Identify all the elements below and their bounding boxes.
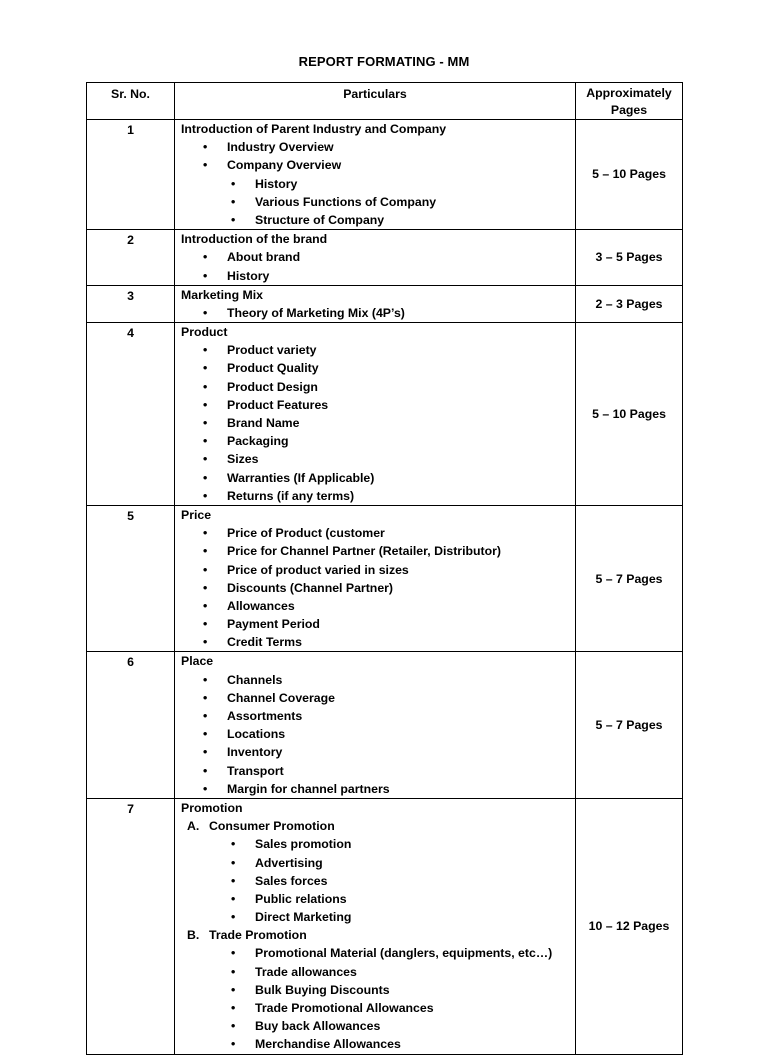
table-row [87,505,683,652]
bullet-label: Price for Channel Partner (Retailer, Distributor) [227,544,502,559]
bullet-label: Merchandise Allowances [255,1037,401,1052]
bullet-item [181,743,575,761]
report-format-table [86,82,683,1055]
bullet-item [181,450,575,468]
bullet-item [181,579,575,597]
bullet-label: Price of product varied in sizes [227,562,409,577]
table-row [87,285,683,322]
bullet-label: Credit Terms [227,635,302,650]
subsection-heading [181,817,575,835]
header-approximately-pages [576,83,683,120]
bullet-label: Trade Promotional Allowances [255,1001,434,1015]
section-heading: Price [181,507,212,522]
particulars-cell [175,652,576,799]
sub-bullet-item [181,981,575,999]
bullet-item [181,524,575,542]
approx-pages-cell: 5 – 7 Pages [576,505,683,652]
sr-no-cell: 4 [87,323,175,506]
bullet-item [181,156,575,174]
bullet-label: Payment Period [227,617,320,632]
bullet-item [181,304,575,322]
bullet-item [181,671,575,689]
bullet-label: Channels [227,672,283,687]
bullet-label: Buy back Allowances [255,1019,381,1034]
table-row [87,120,683,230]
bullet-label: Advertising [255,855,323,870]
bullet-label: Bulk Buying Discounts [255,982,390,997]
bullet-label: Price of Product (customer [227,526,385,541]
table-row [87,230,683,286]
section-heading: Introduction of Parent Industry and Company [181,122,447,136]
particulars-cell [175,323,576,506]
bullet-item [181,341,575,359]
header-sr-no: Sr. No. [87,83,175,120]
section-heading: Marketing Mix [181,287,263,302]
sub-bullet-item [181,944,575,962]
particulars-cell [175,120,576,230]
bullet-item [181,138,575,156]
table-header-row [87,83,683,120]
sub-bullet-item [181,908,575,926]
sr-no-cell: 5 [87,505,175,652]
bullet-label: History [227,268,270,283]
sub-bullet-item [181,193,575,211]
bullet-label: Returns (if any terms) [227,488,355,503]
table-body [87,120,683,1055]
particulars-cell [175,505,576,652]
table-row [87,798,683,1054]
sub-bullet-item [181,211,575,229]
sub-bullet-item [181,872,575,890]
bullet-item [181,707,575,725]
bullet-label: Transport [227,763,284,778]
subsection-letter: A. [187,819,200,834]
document-title: REPORT FORMATING - MM [298,54,470,69]
sub-bullet-item [181,854,575,872]
particulars-cell [175,798,576,1054]
bullet-item [181,615,575,633]
bullet-label: Sizes [227,452,259,467]
header-pages-line2: Pages [610,103,648,117]
approx-pages-cell: 3 – 5 Pages [576,230,683,286]
sub-bullet-item [181,1035,575,1053]
bullet-item [181,487,575,505]
bullet-item [181,267,575,285]
sub-bullet-item [181,1017,575,1035]
subsection-label: Consumer Promotion [209,819,335,834]
sub-bullet-item [181,835,575,853]
bullet-label: Various Functions of Company [255,194,437,209]
approx-pages-cell: 10 – 12 Pages [576,798,683,1054]
bullet-label: Company Overview [227,158,342,173]
bullet-label: Locations [227,727,286,742]
approx-pages-cell: 2 – 3 Pages [576,285,683,322]
sub-bullet-item [181,963,575,981]
bullet-item [181,762,575,780]
bullet-label: Product Quality [227,361,319,376]
bullet-label: Product Features [227,397,329,412]
sr-no-cell: 6 [87,652,175,799]
bullet-label: Assortments [227,709,303,723]
bullet-item [181,396,575,414]
bullet-item [181,359,575,377]
subsection-label: Trade Promotion [209,928,307,943]
table-row [87,652,683,799]
bullet-label: Packaging [227,434,289,449]
sub-bullet-item [181,890,575,908]
subsection-letter: B. [187,928,200,943]
section-heading: Promotion [181,800,243,815]
bullet-item [181,689,575,707]
bullet-label: Public relations [255,891,347,906]
bullet-item [181,561,575,579]
bullet-item [181,597,575,615]
bullet-label: Sales promotion [255,837,352,852]
bullet-label: Sales forces [255,873,328,888]
bullet-label: Trade allowances [255,964,357,979]
subsection-heading [181,926,575,944]
bullet-label: Discounts (Channel Partner) [227,580,394,595]
bullet-item [181,469,575,487]
bullet-item [181,633,575,651]
bullet-label: Allowances [227,598,295,613]
sub-bullet-item [181,999,575,1017]
sr-no-cell: 1 [87,120,175,230]
section-heading: Place [181,654,214,669]
particulars-cell [175,285,576,322]
bullet-label: Product Design [227,379,318,394]
bullet-item [181,414,575,432]
bullet-label: About brand [227,250,301,265]
bullet-label: Promotional Material (danglers, equipments, etc…) [255,946,553,961]
section-heading: Product [181,325,228,340]
bullet-label: Warranties (If Applicable) [227,470,375,485]
header-particulars: Particulars [175,83,576,120]
bullet-label: Margin for channel partners [227,781,390,796]
approx-pages-cell: 5 – 10 Pages [576,120,683,230]
section-heading: Introduction of the brand [181,232,328,247]
bullet-label: Direct Marketing [255,910,352,925]
bullet-label: Channel Coverage [227,690,335,705]
sr-no-cell: 2 [87,230,175,286]
bullet-label: Industry Overview [227,140,334,155]
bullet-label: Product variety [227,343,317,358]
approx-pages-cell: 5 – 10 Pages [576,323,683,506]
sr-no-cell: 7 [87,798,175,1054]
sr-no-cell: 3 [87,285,175,322]
approx-pages-cell: 5 – 7 Pages [576,652,683,799]
bullet-label: Theory of Marketing Mix (4P’s) [227,305,405,320]
bullet-item [181,248,575,266]
bullet-item [181,542,575,560]
bullet-item [181,378,575,396]
table-row [87,323,683,506]
particulars-cell [175,230,576,286]
bullet-label: Structure of Company [255,212,385,227]
bullet-label: Brand Name [227,416,300,430]
bullet-item [181,432,575,450]
bullet-item [181,780,575,798]
header-pages-line1: Approximately [586,86,672,100]
sub-bullet-item [181,175,575,193]
bullet-label: History [255,176,298,191]
bullet-item [181,725,575,743]
bullet-label: Inventory [227,745,283,760]
